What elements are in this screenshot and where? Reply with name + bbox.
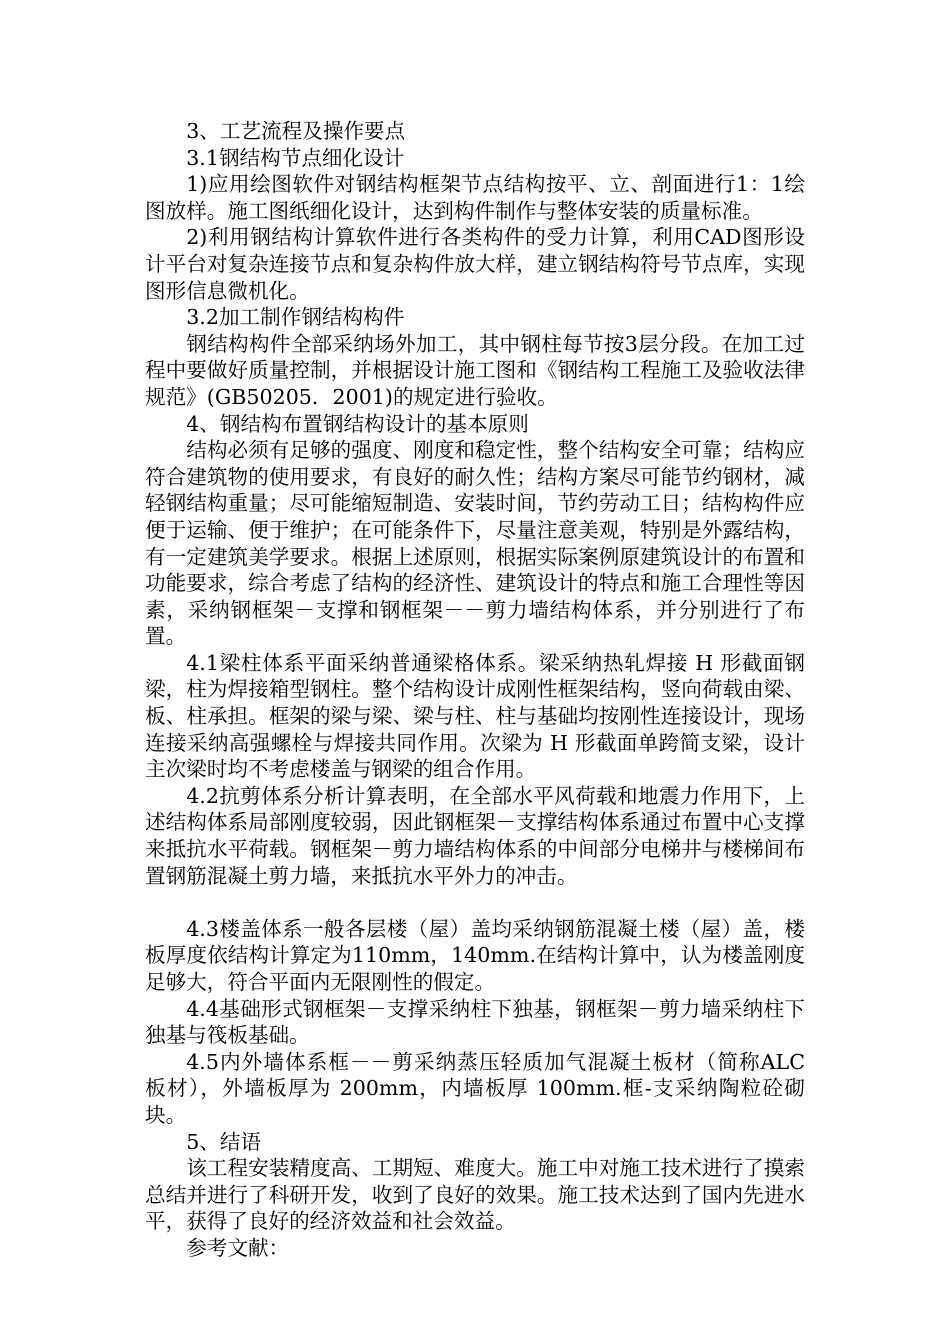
section-heading-4: 4、钢结构布置钢结构设计的基本原则: [186, 411, 529, 436]
paragraph-4-5: 4.5内外墙体系框－－剪采纳蒸压轻质加气混凝土板材（简称ALC 板材），外墙板厚为 200mm，内墙板厚 100mm.框-支采纳陶粒砼砌块。: [145, 1049, 812, 1127]
paragraph-4-1: 4.1梁柱体系平面采纳普通梁格体系。梁采纳热轧焊接 H 形截面钢梁，柱为焊接箱型钢柱。整个结构设计成刚性框架结构，竖向荷载由梁、板、柱承担。框架的梁与梁、梁与柱、柱与基础均按刚性连接设计，现场连接采纳高强螺栓与焊接共同作用。次梁为 H 形截面单跨简支梁，设计主次梁时均不考虑楼盖与钢梁的组合作用。: [145, 650, 805, 782]
paragraph-5-conclusion: 该工程安装精度高、工期短、难度大。施工中对施工技术进行了摸索总结并进行了科研开发，收到了良好的效果。施工技术达到了国内先进水平，获得了良好的经济效益和社会效益。: [145, 1156, 805, 1234]
paragraph-4-4: 4.4基础形式钢框架－支撑采纳柱下独基，钢框架－剪力墙采纳柱下独基与筏板基础。: [145, 996, 805, 1048]
paragraph-4-principles: 结构必须有足够的强度、刚度和稳定性，整个结构安全可靠；结构应符合建筑物的使用要求，有良好的耐久性；结构方案尽可能节约钢材，减轻钢结构重量；尽可能缩短制造、安装时间，节约劳动工日；结构构件应便于运输、便于维护；在可能条件下，尽量注意美观，特别是外露结构，有一定建筑美学要求。根据上述原则，根据实际案例原建筑设计的布置和功能要求，综合考虑了结构的经济性、建筑设计的特点和施工合理性等因素，采纳钢框架－支撑和钢框架－－剪力墙结构体系，并分别进行了布置。: [145, 438, 805, 649]
section-heading-3: 3、工艺流程及操作要点: [186, 119, 406, 143]
paragraph-4-3: 4.3楼盖体系一般各层楼（屋）盖均采纳钢筋混凝土楼（屋）盖，楼板厚度依结构计算定为110mm，140mm.在结构计算中，认为楼盖刚度足够大，符合平面内无限刚性的假定。: [145, 916, 805, 994]
paragraph-3-1-item-2: 2)利用钢结构计算软件进行各类构件的受力计算，利用CAD图形设计平台对复杂连接节点和复杂构件放大样，建立钢结构符号节点库，实现图形信息微机化。: [145, 225, 805, 303]
document-body: [145, 118, 812, 1262]
paragraph-4-2: 4.2抗剪体系分析计算表明，在全部水平风荷载和地震力作用下，上述结构体系局部刚度较弱，因此钢框架－支撑结构体系通过布置中心支撑来抵抗水平荷载。钢框架－剪力墙结构体系的中间部分电梯井与楼梯间布置钢筋混凝土剪力墙，来抵抗水平外力的冲击。: [145, 783, 805, 888]
subsection-heading-3-1: 3.1钢结构节点细化设计: [186, 145, 405, 170]
paragraph-3-2: 钢结构构件全部采纳场外加工，其中钢柱每节按3层分段。在加工过程中要做好质量控制，并根据设计施工图和《钢结构工程施工及验收法律规范》(GB50205．2001)的规定进行验收。: [145, 331, 805, 409]
subsection-heading-3-2: 3.2加工制作钢结构构件: [186, 305, 405, 330]
references-heading: 参考文献：: [186, 1235, 290, 1260]
section-heading-5: 5、结语: [186, 1129, 262, 1154]
paragraph-3-1-item-1: 1)应用绘图软件对钢结构框架节点结构按平、立、剖面进行1：1绘图放样。施工图纸细化设计，达到构件制作与整体安装的质量标准。: [145, 172, 805, 223]
